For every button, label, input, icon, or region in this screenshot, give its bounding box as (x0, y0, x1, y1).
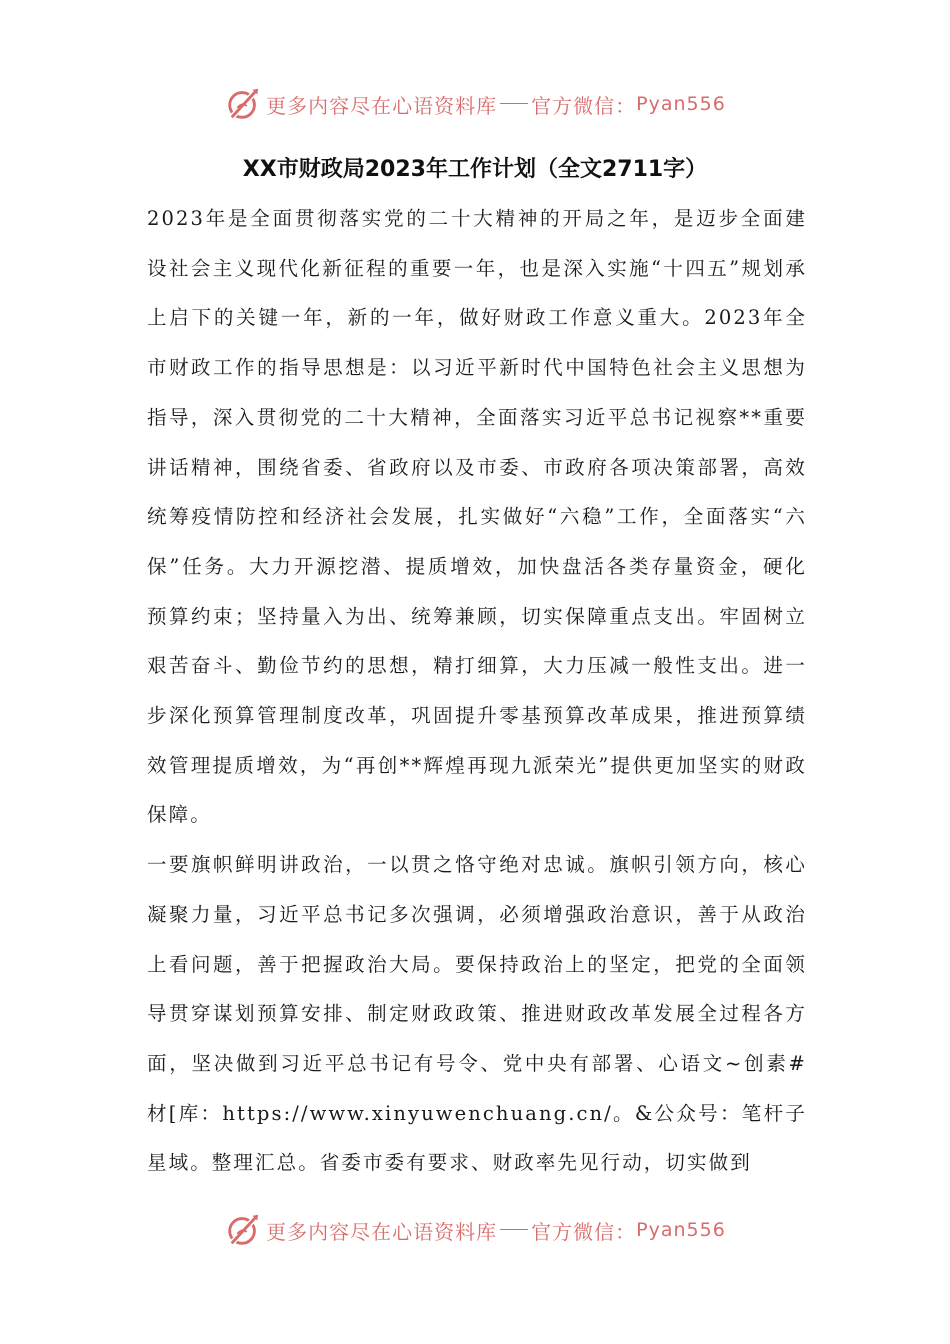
banner-wechat-handle: Pyan556 (636, 93, 726, 115)
body-paragraph-2: 一要旗帜鲜明讲政治，一以贯之恪守绝对忠诚。旗帜引领方向，核心凝聚力量，习近平总书记多次强调，必须增强政治意识，善于从政治上看问题，善于把握政治大局。要保持政治上的坚定，把党的全面领导贯穿谋划预算安排、制定财政政策、推进财政改革发展全过程各方面，坚决做到习近平总书记有号令、党中央有部署、心语文~创素#材[库：https://www.xinyuwenchuang.cn/。&公众号：笔杆子星域。整理汇总。省委市委有要求、财政率先见行动，切实做到 (147, 853, 807, 1175)
banner-text: 更多内容尽在心语资料库 (266, 93, 498, 118)
pen-logo-icon (224, 1211, 262, 1249)
banner-text: 更多内容尽在心语资料库 (266, 1219, 498, 1244)
pen-logo-icon (224, 85, 262, 123)
document-body (147, 194, 807, 1188)
banner-dash (500, 103, 528, 104)
document-title: XX市财政局2023年工作计划（全文2711字） (242, 157, 708, 182)
header-watermark-banner (0, 82, 950, 126)
footer-watermark-banner (0, 1208, 950, 1252)
banner-wechat-handle: Pyan556 (636, 1219, 726, 1241)
banner-dash (500, 1229, 528, 1230)
banner-contact-label: 官方微信： (531, 93, 637, 118)
banner-contact-label: 官方微信： (531, 1219, 637, 1244)
body-paragraph-1: 2023年是全面贯彻落实党的二十大精神的开局之年，是迈步全面建设社会主义现代化新征程的重要一年，也是深入实施“十四五”规划承上启下的关键一年，新的一年，做好财政工作意义重大。2023年全市财政工作的指导思想是：以习近平新时代中国特色社会主义思想为指导，深入贯彻党的二十大精神，全面落实习近平总书记视察**重要讲话精神，围绕省委、省政府以及市委、市政府各项决策部署，高效统筹疫情防控和经济社会发展，扎实做好“六稳”工作，全面落实“六保”任务。大力开源挖潜、提质增效，加快盘活各类存量资金，硬化预算约束；坚持量入为出、统筹兼顾，切实保障重点支出。牢固树立艰苦奋斗、勤俭节约的思想，精打细算，大力压减一般性支出。进一步深化预算管理制度改革，巩固提升零基预算改革成果，推进预算绩效管理提质增效，为“再创**辉煌再现九派荣光”提供更加坚实的财政保障。 (147, 207, 807, 827)
